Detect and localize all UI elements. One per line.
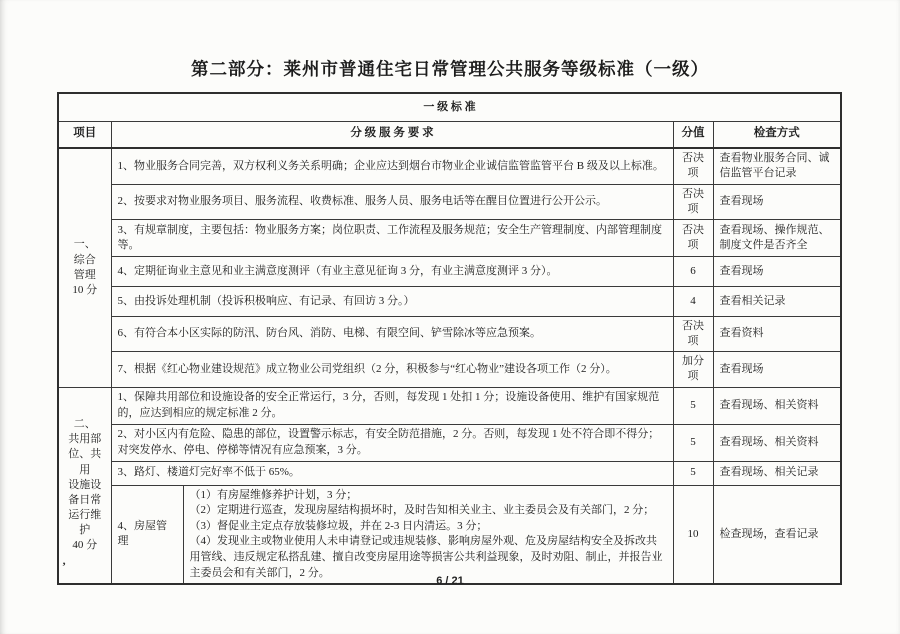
table-row	[58, 219, 841, 256]
requirement-line: （3）督促业主定点存放装修垃圾，并在 2-3 日内清运。3 分；	[189, 519, 488, 532]
requirement-cell: 1、保障共用部位和设施设备的安全正常运行，3 分，否则，每发现 1 处扣 1 分；设施设备使用、维护有国家规范的，应达到相应的规定标准 2 分。	[111, 387, 673, 424]
method-cell: 查看资料	[713, 316, 841, 351]
method-cell: 检查现场，查看记录	[713, 485, 841, 584]
method-cell: 查看现场	[713, 256, 841, 286]
table-band-row	[58, 93, 841, 121]
method-cell: 查看现场、相关资料	[713, 424, 841, 461]
scan-artifact-mark: ’	[62, 559, 66, 573]
requirement-cell: 5、由投诉处理机制（投诉积极响应、有记录、有回访 3 分。）	[111, 286, 673, 316]
method-cell: 查看现场、操作规范、制度文件是否齐全	[713, 219, 841, 256]
page-number: 6 / 21	[436, 575, 464, 587]
requirement-line: （4）发现业主或物业使用人未申请登记或违规装修、影响房屋外观、危及房屋结构安全及拆改共用管线、违反规定私搭乱建、擅自改变房屋用途等损害公共利益现象，及时劝阻、制止，并报告业主委员会和有关部门，2 分。	[189, 535, 663, 579]
requirement-cell	[183, 485, 673, 584]
requirement-line: （1）有房屋维修养护计划，3 分；	[189, 488, 358, 501]
table-row	[58, 148, 841, 184]
method-cell: 查看现场	[713, 352, 841, 387]
header-item: 项目	[58, 121, 111, 148]
table-row	[58, 387, 841, 424]
section2-item-label: 二、 共用部 位、共用 设施设 备日常 运行维 护 40 分	[58, 387, 111, 584]
section1-item-label: 一、 综合 管理 10 分	[58, 148, 111, 387]
method-cell: 查看物业服务合同、诚信监管平台记录	[713, 148, 841, 184]
table-row	[58, 256, 841, 286]
header-requirements: 分 级 服 务 要 求	[111, 121, 673, 148]
score-cell: 否决项	[673, 316, 713, 351]
requirement-line: （2）定期进行巡查，发现房屋结构损坏时，及时告知相关业主、业主委员会及有关部门，2 分；	[189, 504, 655, 517]
table-header-row	[58, 121, 841, 148]
requirement-cell: 4、定期征询业主意见和业主满意度测评（有业主意见征询 3 分，有业主满意度测评 3 分）。	[111, 256, 673, 286]
score-cell: 5	[673, 461, 713, 485]
score-cell: 6	[673, 256, 713, 286]
table-band-title: 一 级 标 准	[58, 93, 841, 121]
table-row	[58, 461, 841, 485]
document-title: 第二部分：莱州市普通住宅日常管理公共服务等级标准（一级）	[191, 59, 709, 79]
service-standard-table	[57, 92, 842, 585]
score-cell: 否决项	[673, 219, 713, 256]
housing-management-sublabel: 4、房屋管理	[111, 485, 183, 584]
score-cell: 5	[673, 387, 713, 424]
table-row	[58, 424, 841, 461]
score-cell: 4	[673, 286, 713, 316]
requirement-cell: 3、路灯、楼道灯完好率不低于 65%。	[111, 461, 673, 485]
requirement-cell: 6、有符合本小区实际的防汛、防台风、消防、电梯、有限空间、铲雪除冰等应急预案。	[111, 316, 673, 351]
requirement-cell: 1、物业服务合同完善，双方权利义务关系明确；企业应达到烟台市物业企业诚信监管监管平台 B 级及以上标准。	[111, 148, 673, 184]
header-method: 检查方式	[713, 121, 841, 148]
score-cell: 否决项	[673, 184, 713, 219]
method-cell: 查看相关记录	[713, 286, 841, 316]
method-cell: 查看现场、相关资料	[713, 387, 841, 424]
method-cell: 查看现场、相关记录	[713, 461, 841, 485]
score-cell: 否决项	[673, 148, 713, 184]
requirement-cell: 3、有规章制度，主要包括：物业服务方案；岗位职责、工作流程及服务规范；安全生产管理制度、内部管理制度等。	[111, 219, 673, 256]
score-cell: 5	[673, 424, 713, 461]
score-cell: 加分项	[673, 352, 713, 387]
table-row	[58, 316, 841, 351]
table-row	[58, 184, 841, 219]
method-cell: 查看现场	[713, 184, 841, 219]
score-cell: 10	[673, 485, 713, 584]
table-row	[58, 286, 841, 316]
requirement-cell: 7、根据《红心物业建设规范》成立物业公司党组织（2 分，积极参与“红心物业”建设各项工作（2 分）。	[111, 352, 673, 387]
requirement-cell: 2、按要求对物业服务项目、服务流程、收费标准、服务人员、服务电话等在醒目位置进行公开公示。	[111, 184, 673, 219]
requirement-cell: 2、对小区内有危险、隐患的部位，设置警示标志，有安全防范措施，2 分。否则，每发现 1 处不符合即不得分；对突发停水、停电、停梯等情况有应急预案，3 分。	[111, 424, 673, 461]
table-row	[58, 485, 841, 584]
table-row	[58, 352, 841, 387]
header-score: 分值	[673, 121, 713, 148]
